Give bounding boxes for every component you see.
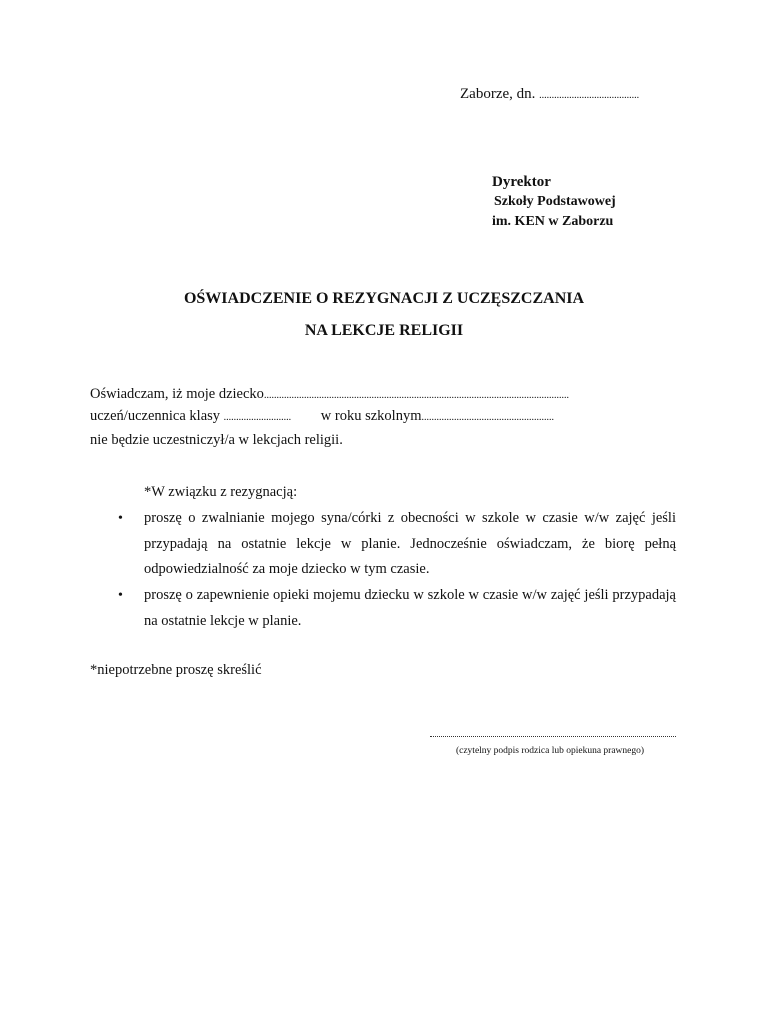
options-intro: *W związku z rezygnacją:	[144, 484, 298, 500]
addressee-block	[492, 172, 616, 232]
option-item-supervision: proszę o zapewnienie opieki mojemu dziecku w szkole w czasie w/w zajęć jeśli przypadają na ostatnie lekcje w planie.	[144, 587, 676, 629]
class-blank: ...........................	[223, 412, 292, 423]
class-label: uczeń/uczennica klasy	[90, 408, 221, 424]
child-name-blank: ..........................................................................................................................	[263, 390, 569, 401]
declaration-statement: nie będzie uczestniczył/a w lekcjach religii.	[90, 432, 343, 448]
addressee-line-3: im. KEN w Zaborzu	[492, 214, 614, 229]
class-year-line	[90, 408, 554, 425]
addressee-line-2: Szkoły Podstawowej	[494, 194, 616, 209]
footnote: *niepotrzebne proszę skreślić	[90, 662, 262, 678]
school-year-blank: .....................................................	[421, 412, 554, 423]
place-date-field	[460, 86, 639, 103]
child-label: Oświadczam, iż moje dziecko	[90, 386, 264, 402]
document-title-line-2: NA LEKCJE RELIGII	[304, 322, 464, 339]
signature-line	[430, 736, 676, 737]
school-year-label: w roku szkolnym	[320, 408, 422, 424]
bullet-icon: •	[118, 511, 123, 526]
option-item-exemption: proszę o zwalnianie mojego syna/córki z obecności w szkole w czasie w/w zajęć jeśli przypadają na ostatnie lekcje w planie. Jednocześnie oświadczam, że biorę pełną odpowiedzialność za moje dziecko w tym czasie.	[144, 510, 676, 577]
bullet-icon: •	[118, 588, 123, 603]
child-name-line	[90, 386, 569, 403]
date-blank: ........................................	[539, 90, 640, 101]
document-title-line-1: OŚWIADCZENIE O REZYGNACJI Z UCZĘSZCZANIA	[183, 290, 585, 307]
place-date-label: Zaborze, dn.	[460, 86, 536, 102]
signature-caption: (czytelny podpis rodzica lub opiekuna prawnego)	[455, 746, 645, 756]
addressee-line-1: Dyrektor	[492, 174, 551, 190]
